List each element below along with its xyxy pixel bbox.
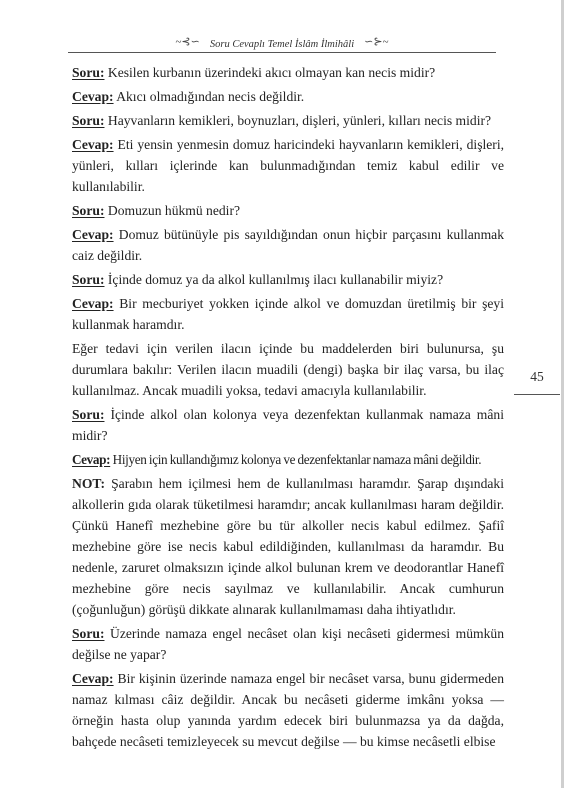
answer-2 [72,134,504,197]
answer-label: Cevap: [72,452,111,467]
question-label: Soru: [72,272,105,287]
right-ornament-icon: ∽⊱~ [364,36,389,48]
question-1 [72,62,504,83]
question-5 [72,404,504,446]
answer-text: Hijyen için kullandığımız kolonya ve dezenfektanlar namaza mâni değildir. [110,452,482,467]
page-body [72,62,504,755]
question-3 [72,200,504,221]
question-text: Üzerinde namaza engel necâset olan kişi necâseti gidermesi mümkün değilse ne yapar? [72,626,504,662]
answer-6 [72,668,504,752]
running-header [0,32,564,52]
question-text: İçinde domuz ya da alkol kullanılmış ilacı kullanabilir miyiz? [104,272,444,287]
note [72,473,504,620]
answer-label: Cevap: [72,296,114,311]
note-text: Şarabın hem içilmesi hem de kullanılması haramdır. Şarap dışındaki alkollerin gıda olarak tüketilmesi haramdır; ancak kullanılması haram değildir. Çünkü Hanefî mezhebine göre bu tür alkoller necis kabul edilmez. Şafiî mezhebine göre ise necis kabul edildiğinden, kullanılması da haramdır. Bu nedenle, zaruret olmaksızın içinde alkol bulunan krem ve deodorantlar Hanefî mezhebine göre necis sayılmaz ve kullanılabilir. Ancak cumhurun (çoğunluğun) görüşü dikkate alınarak kullanılmaması daha ihtiyatlıdır. [72,476,504,617]
answer-text: Bir kişinin üzerinde namaza engel bir necâset varsa, bunu gidermeden namaz kılması câiz değildir. Ancak bu necâseti giderme imkânı yoksa — örneğin hasta olup yanında yardım edecek biri bulunmazsa ya da dağda, bahçede necâseti temizleyecek su mevcut değilse — bu kimse necâsetli elbise [72,671,504,749]
header-title: Soru Cevaplı Temel İslâm İlmihâli [209,39,355,50]
page-number-rule [514,394,560,395]
question-text: Kesilen kurbanın üzerindeki akıcı olmayan kan necis midir? [104,65,436,80]
left-ornament-icon: ~⊰∽ [175,36,200,48]
question-text: Domuzun hükmü nedir? [104,203,241,218]
answer-text: Akıcı olmadığından necis değildir. [113,89,305,104]
question-label: Soru: [72,407,105,422]
answer-5 [72,449,504,470]
answer-4 [72,293,504,335]
question-6 [72,623,504,665]
question-label: Soru: [72,626,105,641]
page-number: 45 [530,369,544,384]
answer-label: Cevap: [72,89,114,104]
answer-label: Cevap: [72,137,114,152]
question-label: Soru: [72,113,105,128]
answer-3 [72,224,504,266]
answer-label: Cevap: [72,671,114,686]
header-rule [68,52,496,53]
question-text: Hayvanların kemikleri, boynuzları, dişleri, yünleri, kılları necis midir? [104,113,492,128]
answer-text: Eti yensin yenmesin domuz haricindeki hayvanların kemikleri, dişleri, yünleri, kılları içlerinde kan bulunmadığından temiz kabul edilir ve kullanılabilir. [72,137,504,194]
question-2 [72,110,504,131]
answer-text: Bir mecburiyet yokken içinde alkol ve domuzdan üretilmiş bir şeyi kullanmak haramdır. [72,296,504,332]
question-4 [72,269,504,290]
note-label: NOT: [72,476,105,491]
answer-text: Domuz bütünüyle pis sayıldığından onun hiçbir parçasını kullanmak caiz değildir. [72,227,504,263]
question-text: İçinde alkol olan kolonya veya dezenfektan kullanmak namaza mâni midir? [72,407,504,443]
answer-label: Cevap: [72,227,114,242]
paragraph: Eğer tedavi için verilen ilacın içinde bu maddelerden biri bulunursa, şu durumlara bakılır: Verilen ilacın muadili (dengi) başka bir ilaç varsa, bu ilaç kullanılmaz. Ancak muadili yoksa, tedavi amacıyla kullanılabilir. [72,341,504,398]
question-label: Soru: [72,203,105,218]
answer-1 [72,86,504,107]
question-label: Soru: [72,65,105,80]
